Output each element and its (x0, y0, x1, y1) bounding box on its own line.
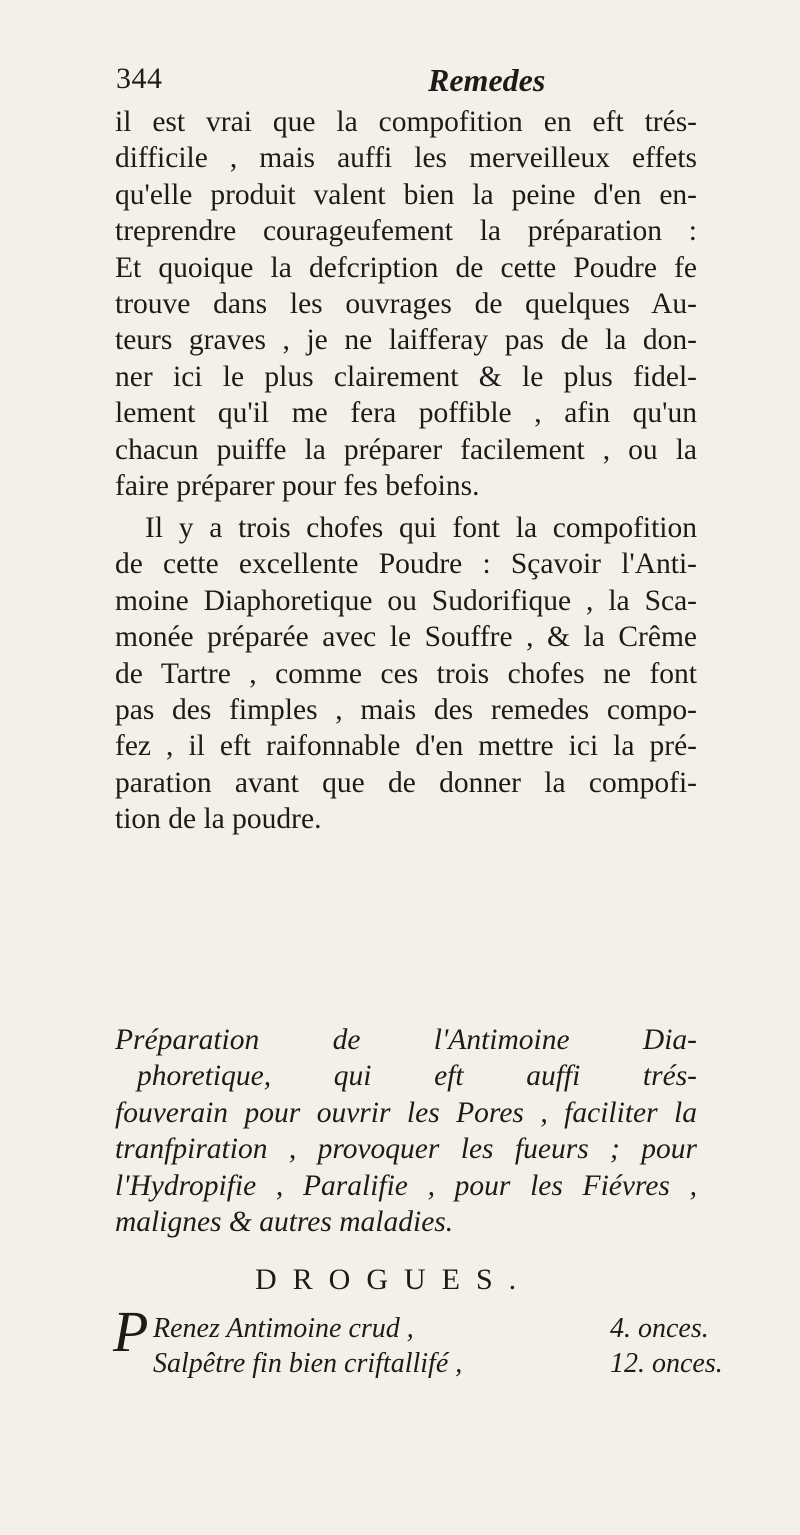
preparation-heading (115, 1022, 697, 1240)
drogues-heading: DROGUES. (255, 1263, 533, 1296)
drug-quantity: 4. onces. (610, 1313, 709, 1344)
text-line: pas des fimples , mais des remedes compo- (115, 693, 697, 726)
text-line: il est vrai que la compofition en eft trés- (115, 106, 697, 138)
text-line: Préparation de l'Antimoine Dia- (115, 1024, 697, 1056)
text-line: moine Diaphoretique ou Sudorifique , la Sca- (115, 584, 697, 617)
text-line: treprendre courageufement la préparation : (115, 215, 697, 248)
text-line: teurs graves , je ne laifferay pas de la don- (115, 324, 697, 357)
text-line: faire préparer pour fes befoins. (115, 469, 480, 502)
text-line: chacun puiffe la préparer facilement , ou la (115, 433, 697, 466)
text-line: fouverain pour ouvrir les Pores , faciliter la (115, 1096, 697, 1129)
drug-name: Renez Antimoine crud , (153, 1313, 414, 1344)
text-line: tion de la poudre. (115, 803, 322, 836)
drug-quantity: 12. onces. (610, 1348, 723, 1379)
drug-list (113, 1299, 723, 1381)
text-line: tranfpiration , provoquer les fueurs ; pour (115, 1133, 697, 1166)
text-line: Il y a trois chofes qui font la compofition (145, 512, 697, 544)
list-item (115, 1311, 709, 1346)
text-line: de cette excellente Poudre : Sçavoir l'Anti- (115, 548, 697, 581)
text-line: de Tartre , comme ces trois chofes ne font (115, 657, 697, 690)
drug-name: Salpêtre fin bien criftallifé , (153, 1348, 463, 1379)
text-line: difficile , mais auffi les merveilleux effets (115, 142, 697, 175)
paragraph-1 (115, 104, 697, 504)
text-line: paration avant que de donner la compofi- (115, 766, 697, 799)
text-line: monée préparée avec le Souffre , & la Crême (115, 621, 697, 654)
text-line: fez , il eft raifonnable d'en mettre ici la pré- (115, 730, 697, 763)
running-title: Remedes (428, 62, 546, 98)
text-line: Et quoique la defcription de cette Poudre fe (115, 251, 697, 284)
text-line: trouve dans les ouvrages de quelques Au- (115, 287, 697, 320)
text-line: malignes & autres maladies. (115, 1205, 454, 1238)
text-line: ner ici le plus clairement & le plus fidel- (115, 360, 697, 393)
paragraph-2 (115, 510, 697, 838)
running-head (116, 62, 676, 102)
list-item (115, 1346, 723, 1381)
page-number: 344 (116, 62, 163, 95)
text-line: lement qu'il me fera poffible , afin qu'un (115, 397, 697, 430)
text-line: qu'elle produit valent bien la peine d'en en- (115, 178, 697, 211)
text-line: phoretique, qui eft auffi trés- (137, 1060, 697, 1093)
text-line: l'Hydropifie , Paralifie , pour les Fiévres , (115, 1169, 697, 1202)
drop-cap: P (113, 1299, 149, 1364)
